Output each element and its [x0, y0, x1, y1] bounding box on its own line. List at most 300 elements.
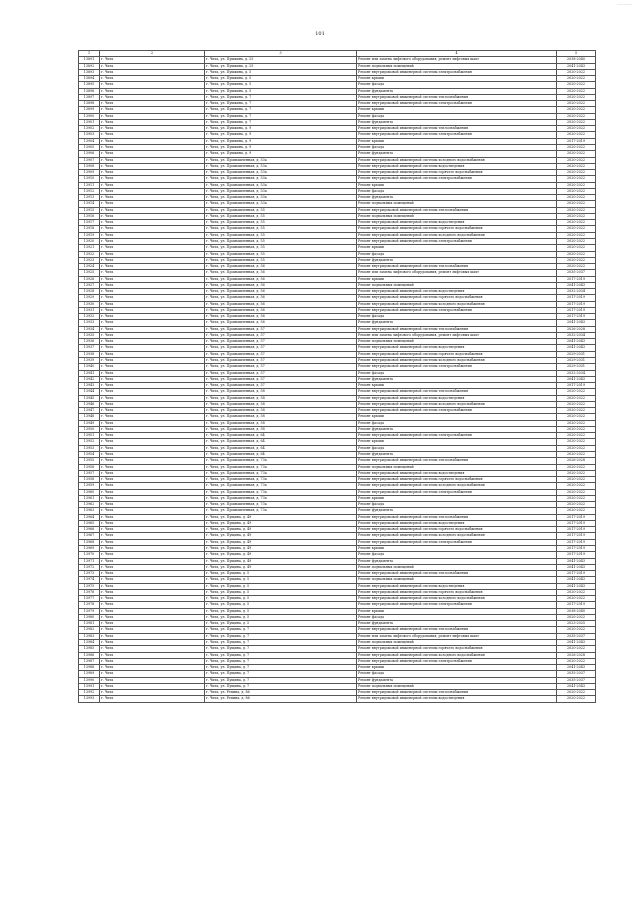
row-number-cell: 13902	[79, 126, 100, 132]
period-cell: 2041-2043	[557, 639, 596, 645]
row-number-cell: 13976	[79, 589, 100, 595]
period-cell: 2020-2022	[557, 201, 596, 207]
period-cell: 2020-2022	[557, 232, 596, 238]
municipality-cell: г. Чита	[100, 458, 205, 464]
address-cell: г. Чита, ул. Промышленная, д. 56	[205, 320, 357, 326]
row-number-cell: 13965	[79, 520, 100, 526]
municipality-cell: г. Чита	[100, 188, 205, 194]
period-cell: 2017-2019	[557, 276, 596, 282]
row-number-cell: 13979	[79, 608, 100, 614]
work-type-cell: Ремонт внутридомовой инженерной системы водоотведения	[357, 470, 557, 476]
row-number-cell: 13923	[79, 257, 100, 263]
address-cell: г. Чита, ул. Пушкина, д. 5	[205, 82, 357, 88]
row-number-cell: 13985	[79, 646, 100, 652]
row-number-cell: 13970	[79, 552, 100, 558]
municipality-cell: г. Чита	[100, 489, 205, 495]
municipality-cell: г. Чита	[100, 646, 205, 652]
work-type-cell: Ремонт внутридомовой инженерной системы теплоснабжения	[357, 94, 557, 100]
address-cell: г. Чита, ул. Промышленная, д. 64	[205, 452, 357, 458]
address-cell: г. Чита, ул. Промышленная, д. 58	[205, 389, 357, 395]
municipality-cell: г. Чита	[100, 63, 205, 69]
work-type-cell: Ремонт внутридомовой инженерной системы электроснабжения	[357, 539, 557, 545]
municipality-cell: г. Чита	[100, 126, 205, 132]
row-number-cell: 13916	[79, 213, 100, 219]
period-cell: 2020-2022	[557, 76, 596, 82]
work-type-cell: Ремонт подвальных помещений	[357, 339, 557, 345]
work-type-cell: Ремонт внутридомовой инженерной системы водоотведения	[357, 696, 557, 702]
municipality-cell: г. Чита	[100, 383, 205, 389]
row-number-cell: 13969	[79, 545, 100, 551]
period-cell: 2020-2022	[557, 220, 596, 226]
address-cell: г. Чита, ул. Промышленная, д. 55	[205, 207, 357, 213]
municipality-cell: г. Чита	[100, 138, 205, 144]
municipality-cell: г. Чита	[100, 82, 205, 88]
work-type-cell: Ремонт крыши	[357, 182, 557, 188]
period-cell: 2020-2022	[557, 119, 596, 125]
row-number-cell: 13950	[79, 426, 100, 432]
work-type-cell: Ремонт внутридомовой инженерной системы электроснабжения	[357, 101, 557, 107]
municipality-cell: г. Чита	[100, 358, 205, 364]
address-cell: г. Чита, ул. Промышленная, д. 53а	[205, 188, 357, 194]
column-header-municipality: 2	[100, 51, 205, 57]
municipality-cell: г. Чита	[100, 232, 205, 238]
period-cell: 2020-2022	[557, 176, 596, 182]
municipality-cell: г. Чита	[100, 101, 205, 107]
work-type-cell: Ремонт внутридомовой инженерной системы теплоснабжения	[357, 458, 557, 464]
row-number-cell: 13941	[79, 370, 100, 376]
row-number-cell: 13933	[79, 320, 100, 326]
work-type-cell: Ремонт внутридомовой инженерной системы электроснабжения	[357, 132, 557, 138]
period-cell: 2026-2028	[557, 458, 596, 464]
work-type-cell: Ремонт фундамента	[357, 621, 557, 627]
period-cell: 2020-2022	[557, 426, 596, 432]
municipality-cell: г. Чита	[100, 690, 205, 696]
table-body	[79, 57, 596, 702]
municipality-cell: г. Чита	[100, 157, 205, 163]
work-type-cell: Ремонт внутридомовой инженерной системы горячего водоснабжения	[357, 226, 557, 232]
row-number-cell: 13937	[79, 345, 100, 351]
work-type-cell: Ремонт внутридомовой инженерной системы горячего водоснабжения	[357, 170, 557, 176]
period-cell: 2020-2022	[557, 414, 596, 420]
table-row	[79, 696, 596, 702]
address-cell: г. Чита, ул. Пушкина, д. 5	[205, 69, 357, 75]
period-cell: 2041-2043	[557, 583, 596, 589]
address-cell: г. Чита, ул. Промышленная, д. 53а	[205, 170, 357, 176]
address-cell: г. Чита, ул. Пущина, д. 49	[205, 533, 357, 539]
work-type-cell: Ремонт внутридомовой инженерной системы водоотведения	[357, 289, 557, 295]
period-cell: 2020-2022	[557, 107, 596, 113]
work-type-cell: Ремонт внутридомовой инженерной системы электроснабжения	[357, 408, 557, 414]
period-cell: 2020-2022	[557, 477, 596, 483]
work-type-cell: Ремонт внутридомовой инженерной системы водоотведения	[357, 220, 557, 226]
address-cell: г. Чита, ул. Промышленная, д. 57	[205, 370, 357, 376]
row-number-cell: 13927	[79, 282, 100, 288]
address-cell: г. Чита, ул. Промышленная, д. 58	[205, 426, 357, 432]
address-cell: г. Чита, ул. Пущина, д. 49	[205, 564, 357, 570]
municipality-cell: г. Чита	[100, 113, 205, 119]
row-number-cell: 13914	[79, 201, 100, 207]
work-type-cell: Ремонт внутридомовой инженерной системы холодного водоснабжения	[357, 652, 557, 658]
work-type-cell: Ремонт или замена лифтового оборудования, ремонт лифтовых шахт	[357, 57, 557, 63]
work-type-cell: Ремонт внутридомовой инженерной системы горячего водоснабжения	[357, 646, 557, 652]
municipality-cell: г. Чита	[100, 439, 205, 445]
row-number-cell: 13968	[79, 539, 100, 545]
work-type-cell: Ремонт подвальных помещений	[357, 564, 557, 570]
period-cell: 2020-2022	[557, 401, 596, 407]
row-number-cell: 13913	[79, 195, 100, 201]
row-number-cell: 13929	[79, 295, 100, 301]
period-cell: 2020-2022	[557, 495, 596, 501]
period-cell: 2017-2019	[557, 314, 596, 320]
address-cell: г. Чита, ул. Пущина, д. 49	[205, 527, 357, 533]
address-cell: г. Чита, ул. Промышленная, д. 73а	[205, 477, 357, 483]
municipality-cell: г. Чита	[100, 339, 205, 345]
address-cell: г. Чита, ул. Пушкина, д. 9	[205, 151, 357, 157]
municipality-cell: г. Чита	[100, 520, 205, 526]
work-type-cell: Ремонт внутридомовой инженерной системы теплоснабжения	[357, 627, 557, 633]
work-type-cell: Ремонт фасада	[357, 113, 557, 119]
municipality-cell: г. Чита	[100, 533, 205, 539]
address-cell: г. Чита, ул. Промышленная, д. 73а	[205, 483, 357, 489]
address-cell: г. Чита, ул. Пушкина, д. 25	[205, 57, 357, 63]
work-type-cell: Ремонт внутридомовой инженерной системы электроснабжения	[357, 489, 557, 495]
period-cell: 2020-2022	[557, 690, 596, 696]
period-cell: 2035-2037	[557, 633, 596, 639]
address-cell: г. Чита, ул. Промышленная, д. 58	[205, 414, 357, 420]
municipality-cell: г. Чита	[100, 677, 205, 683]
municipality-cell: г. Чита	[100, 495, 205, 501]
municipality-cell: г. Чита	[100, 571, 205, 577]
row-number-cell: 13957	[79, 470, 100, 476]
address-cell: г. Чита, ул. Репина, д. 86	[205, 690, 357, 696]
period-cell: 2020-2022	[557, 445, 596, 451]
municipality-cell: г. Чита	[100, 401, 205, 407]
municipality-cell: г. Чита	[100, 76, 205, 82]
work-type-cell: Ремонт внутридомовой инженерной системы водоотведения	[357, 163, 557, 169]
address-cell: г. Чита, ул. Промышленная, д. 57	[205, 383, 357, 389]
row-number-cell: 13987	[79, 658, 100, 664]
address-cell: г. Чита, ул. Пушкина, д. 9	[205, 132, 357, 138]
row-number-cell: 13924	[79, 264, 100, 270]
work-type-cell: Ремонт внутридомовой инженерной системы электроснабжения	[357, 433, 557, 439]
row-number-cell: 13974	[79, 577, 100, 583]
row-number-cell: 13920	[79, 238, 100, 244]
period-cell: 2020-2022	[557, 182, 596, 188]
municipality-cell: г. Чита	[100, 170, 205, 176]
row-number-cell: 13942	[79, 376, 100, 382]
period-cell: 2020-2022	[557, 82, 596, 88]
municipality-cell: г. Чита	[100, 464, 205, 470]
address-cell: г. Чита, ул. Промышленная, д. 73а	[205, 464, 357, 470]
period-cell: 2041-2043	[557, 683, 596, 689]
row-number-cell: 13939	[79, 358, 100, 364]
municipality-cell: г. Чита	[100, 376, 205, 382]
period-cell: 2035-2037	[557, 677, 596, 683]
address-cell: г. Чита, ул. Пущина, д. 7	[205, 683, 357, 689]
row-number-cell: 13898	[79, 101, 100, 107]
work-type-cell: Ремонт фасада	[357, 502, 557, 508]
municipality-cell: г. Чита	[100, 558, 205, 564]
address-cell: г. Чита, ул. Промышленная, д. 56	[205, 307, 357, 313]
work-type-cell: Ремонт внутридомовой инженерной системы холодного водоснабжения	[357, 157, 557, 163]
address-cell: г. Чита, ул. Пушкина, д. 7	[205, 94, 357, 100]
work-type-cell: Ремонт внутридомовой инженерной системы водоотведения	[357, 583, 557, 589]
row-number-cell: 13894	[79, 76, 100, 82]
row-number-cell: 13952	[79, 439, 100, 445]
row-number-cell: 13922	[79, 251, 100, 257]
row-number-cell: 13910	[79, 176, 100, 182]
municipality-cell: г. Чита	[100, 589, 205, 595]
period-cell: 2041-2043	[557, 339, 596, 345]
row-number-cell: 13901	[79, 119, 100, 125]
period-cell: 2026-2028	[557, 652, 596, 658]
address-cell: г. Чита, ул. Промышленная, д. 64	[205, 445, 357, 451]
work-type-cell: Ремонт внутридомовой инженерной системы теплоснабжения	[357, 207, 557, 213]
work-type-cell: Ремонт внутридомовой инженерной системы электроснабжения	[357, 176, 557, 182]
work-type-cell: Ремонт подвальных помещений	[357, 63, 557, 69]
period-cell: 2032-2034	[557, 370, 596, 376]
municipality-cell: г. Чита	[100, 351, 205, 357]
municipality-cell: г. Чита	[100, 119, 205, 125]
work-type-cell: Ремонт внутридомовой инженерной системы горячего водоснабжения	[357, 477, 557, 483]
row-number-cell: 13977	[79, 596, 100, 602]
work-type-cell: Ремонт или замена лифтового оборудования, ремонт лифтовых шахт	[357, 633, 557, 639]
municipality-cell: г. Чита	[100, 220, 205, 226]
address-cell: г. Чита, ул. Промышленная, д. 64	[205, 439, 357, 445]
municipality-cell: г. Чита	[100, 696, 205, 702]
address-cell: г. Чита, ул. Промышленная, д. 55	[205, 213, 357, 219]
work-type-cell: Ремонт внутридомовой инженерной системы теплоснабжения	[357, 514, 557, 520]
period-cell: 2041-2043	[557, 345, 596, 351]
address-cell: г. Чита, ул. Пушкина, д. 25	[205, 63, 357, 69]
work-type-cell: Ремонт фасада	[357, 251, 557, 257]
period-cell: 2020-2022	[557, 395, 596, 401]
work-type-cell: Ремонт фундамента	[357, 452, 557, 458]
period-cell: 2020-2022	[557, 126, 596, 132]
municipality-cell: г. Чита	[100, 257, 205, 263]
address-cell: г. Чита, ул. Пущина, д. 5	[205, 577, 357, 583]
row-number-cell: 13899	[79, 107, 100, 113]
work-type-cell: Ремонт крыши	[357, 545, 557, 551]
work-type-cell: Ремонт фасада	[357, 314, 557, 320]
municipality-cell: г. Чита	[100, 251, 205, 257]
work-type-cell: Ремонт крыши	[357, 495, 557, 501]
municipality-cell: г. Чита	[100, 527, 205, 533]
row-number-cell: 13896	[79, 88, 100, 94]
work-type-cell: Ремонт крыши	[357, 276, 557, 282]
period-cell: 2020-2022	[557, 433, 596, 439]
address-cell: г. Чита, ул. Пущина, д. 5	[205, 589, 357, 595]
work-type-cell: Ремонт крыши	[357, 414, 557, 420]
work-type-cell: Ремонт крыши	[357, 107, 557, 113]
row-number-cell: 13907	[79, 157, 100, 163]
work-type-cell: Ремонт внутридомовой инженерной системы водоотведения	[357, 345, 557, 351]
municipality-cell: г. Чита	[100, 320, 205, 326]
row-number-cell: 13983	[79, 633, 100, 639]
municipality-cell: г. Чита	[100, 514, 205, 520]
row-number-cell: 13984	[79, 639, 100, 645]
row-number-cell: 13958	[79, 477, 100, 483]
row-number-cell: 13928	[79, 289, 100, 295]
row-number-cell: 13938	[79, 351, 100, 357]
municipality-cell: г. Чита	[100, 564, 205, 570]
work-type-cell: Ремонт крыши	[357, 245, 557, 251]
row-number-cell: 13966	[79, 527, 100, 533]
municipality-cell: г. Чита	[100, 502, 205, 508]
column-header-number: 1	[79, 51, 100, 57]
address-cell: г. Чита, ул. Пущина, д. 7	[205, 633, 357, 639]
address-cell: г. Чита, ул. Пущина, д. 7	[205, 671, 357, 677]
work-type-cell: Ремонт подвальных помещений	[357, 282, 557, 288]
work-type-cell: Ремонт фундамента	[357, 376, 557, 382]
address-cell: г. Чита, ул. Промышленная, д. 55	[205, 226, 357, 232]
address-cell: г. Чита, ул. Промышленная, д. 55	[205, 232, 357, 238]
period-cell: 2020-2022	[557, 207, 596, 213]
period-cell: 2017-2019	[557, 295, 596, 301]
page-number: 101	[315, 31, 325, 37]
address-cell: г. Чита, ул. Промышленная, д. 73а	[205, 489, 357, 495]
work-type-cell: Ремонт внутридомовой инженерной системы горячего водоснабжения	[357, 351, 557, 357]
period-cell: 2020-2022	[557, 627, 596, 633]
work-type-cell: Ремонт внутридомовой инженерной системы электроснабжения	[357, 658, 557, 664]
period-cell: 2020-2022	[557, 389, 596, 395]
work-type-cell: Ремонт фундамента	[357, 257, 557, 263]
address-cell: г. Чита, ул. Пущина, д. 49	[205, 558, 357, 564]
row-number-cell: 13944	[79, 389, 100, 395]
work-type-cell: Ремонт внутридомовой инженерной системы холодного водоснабжения	[357, 301, 557, 307]
column-header-address: 3	[205, 51, 357, 57]
period-cell: 2020-2022	[557, 132, 596, 138]
address-cell: г. Чита, ул. Промышленная, д. 57	[205, 364, 357, 370]
period-cell: 2041-2043	[557, 376, 596, 382]
period-cell: 2017-2019	[557, 527, 596, 533]
work-type-cell: Ремонт внутридомовой инженерной системы теплоснабжения	[357, 326, 557, 332]
work-type-cell: Ремонт крыши	[357, 76, 557, 82]
municipality-cell: г. Чита	[100, 314, 205, 320]
period-cell: 2020-2022	[557, 188, 596, 194]
column-header-period: 5	[557, 51, 596, 57]
municipality-cell: г. Чита	[100, 57, 205, 63]
period-cell: 2020-2022	[557, 439, 596, 445]
address-cell: г. Чита, ул. Промышленная, д. 58	[205, 408, 357, 414]
work-type-cell: Ремонт фундамента	[357, 677, 557, 683]
row-number-cell: 13972	[79, 564, 100, 570]
municipality-cell: г. Чита	[100, 307, 205, 313]
work-type-cell: Ремонт крыши	[357, 138, 557, 144]
period-cell: 2017-2019	[557, 545, 596, 551]
municipality-cell: г. Чита	[100, 602, 205, 608]
work-type-cell: Ремонт внутридомовой инженерной системы теплоснабжения	[357, 126, 557, 132]
work-type-cell: Ремонт фасада	[357, 82, 557, 88]
municipality-cell: г. Чита	[100, 639, 205, 645]
address-cell: г. Чита, ул. Промышленная, д. 73а	[205, 495, 357, 501]
period-cell: 2020-2022	[557, 251, 596, 257]
row-number-cell: 13989	[79, 671, 100, 677]
municipality-cell: г. Чита	[100, 508, 205, 514]
municipality-cell: г. Чита	[100, 207, 205, 213]
period-cell: 2020-2022	[557, 151, 596, 157]
work-type-cell: Ремонт внутридомовой инженерной системы холодного водоснабжения	[357, 483, 557, 489]
address-cell: г. Чита, ул. Пущина, д. 7	[205, 658, 357, 664]
work-type-cell: Ремонт крыши	[357, 439, 557, 445]
municipality-cell: г. Чита	[100, 577, 205, 583]
address-cell: г. Чита, ул. Промышленная, д. 73а	[205, 458, 357, 464]
municipality-cell: г. Чита	[100, 364, 205, 370]
address-cell: г. Чита, ул. Пущина, д. 5	[205, 608, 357, 614]
row-number-cell: 13960	[79, 489, 100, 495]
row-number-cell: 13991	[79, 683, 100, 689]
period-cell: 2041-2043	[557, 320, 596, 326]
period-cell: 2020-2022	[557, 470, 596, 476]
address-cell: г. Чита, ул. Пушкина, д. 9	[205, 138, 357, 144]
address-cell: г. Чита, ул. Пущина, д. 7	[205, 652, 357, 658]
address-cell: г. Чита, ул. Пущина, д. 5	[205, 583, 357, 589]
period-cell: 2017-2019	[557, 533, 596, 539]
row-number-cell: 13940	[79, 364, 100, 370]
period-cell: 2020-2022	[557, 646, 596, 652]
municipality-cell: г. Чита	[100, 621, 205, 627]
address-cell: г. Чита, ул. Промышленная, д. 55	[205, 245, 357, 251]
work-type-cell: Ремонт внутридомовой инженерной системы холодного водоснабжения	[357, 401, 557, 407]
period-cell: 2041-2043	[557, 564, 596, 570]
work-type-cell: Ремонт фасада	[357, 445, 557, 451]
period-cell: 2017-2019	[557, 138, 596, 144]
period-cell: 2023-2025	[557, 621, 596, 627]
row-number-cell: 13895	[79, 82, 100, 88]
period-cell: 2041-2043	[557, 282, 596, 288]
period-cell: 2038-2040	[557, 57, 596, 63]
row-number-cell: 13992	[79, 690, 100, 696]
address-cell: г. Чита, ул. Промышленная, д. 64	[205, 433, 357, 439]
period-cell: 2017-2019	[557, 571, 596, 577]
period-cell: 2017-2019	[557, 383, 596, 389]
period-cell: 2020-2022	[557, 257, 596, 263]
period-cell: 2020-2022	[557, 614, 596, 620]
address-cell: г. Чита, ул. Промышленная, д. 56	[205, 314, 357, 320]
address-cell: г. Чита, ул. Пущина, д. 5	[205, 621, 357, 627]
period-cell: 2020-2022	[557, 69, 596, 75]
municipality-cell: г. Чита	[100, 245, 205, 251]
municipality-cell: г. Чита	[100, 614, 205, 620]
municipality-cell: г. Чита	[100, 420, 205, 426]
row-number-cell: 13936	[79, 339, 100, 345]
period-cell: 2029-2031	[557, 358, 596, 364]
row-number-cell: 13959	[79, 483, 100, 489]
row-number-cell: 13956	[79, 464, 100, 470]
address-cell: г. Чита, ул. Промышленная, д. 55	[205, 238, 357, 244]
work-type-cell: Ремонт внутридомовой инженерной системы электроснабжения	[357, 69, 557, 75]
municipality-cell: г. Чита	[100, 276, 205, 282]
municipality-cell: г. Чита	[100, 144, 205, 150]
row-number-cell: 13932	[79, 314, 100, 320]
period-cell: 2020-2022	[557, 163, 596, 169]
row-number-cell: 13891	[79, 57, 100, 63]
work-type-cell: Ремонт фасада	[357, 370, 557, 376]
row-number-cell: 13973	[79, 571, 100, 577]
row-number-cell: 13911	[79, 182, 100, 188]
work-type-cell: Ремонт фундамента	[357, 558, 557, 564]
address-cell: г. Чита, ул. Промышленная, д. 57	[205, 351, 357, 357]
address-cell: г. Чита, ул. Пущина, д. 49	[205, 545, 357, 551]
address-cell: г. Чита, ул. Пущина, д. 49	[205, 539, 357, 545]
address-cell: г. Чита, ул. Пушкина, д. 7	[205, 119, 357, 125]
period-cell: 2029-2031	[557, 364, 596, 370]
address-cell: г. Чита, ул. Промышленная, д. 53а	[205, 201, 357, 207]
municipality-cell: г. Чита	[100, 483, 205, 489]
work-type-cell: Ремонт внутридомовой инженерной системы холодного водоснабжения	[357, 596, 557, 602]
address-cell: г. Чита, ул. Промышленная, д. 56	[205, 276, 357, 282]
period-cell: 2020-2022	[557, 696, 596, 702]
